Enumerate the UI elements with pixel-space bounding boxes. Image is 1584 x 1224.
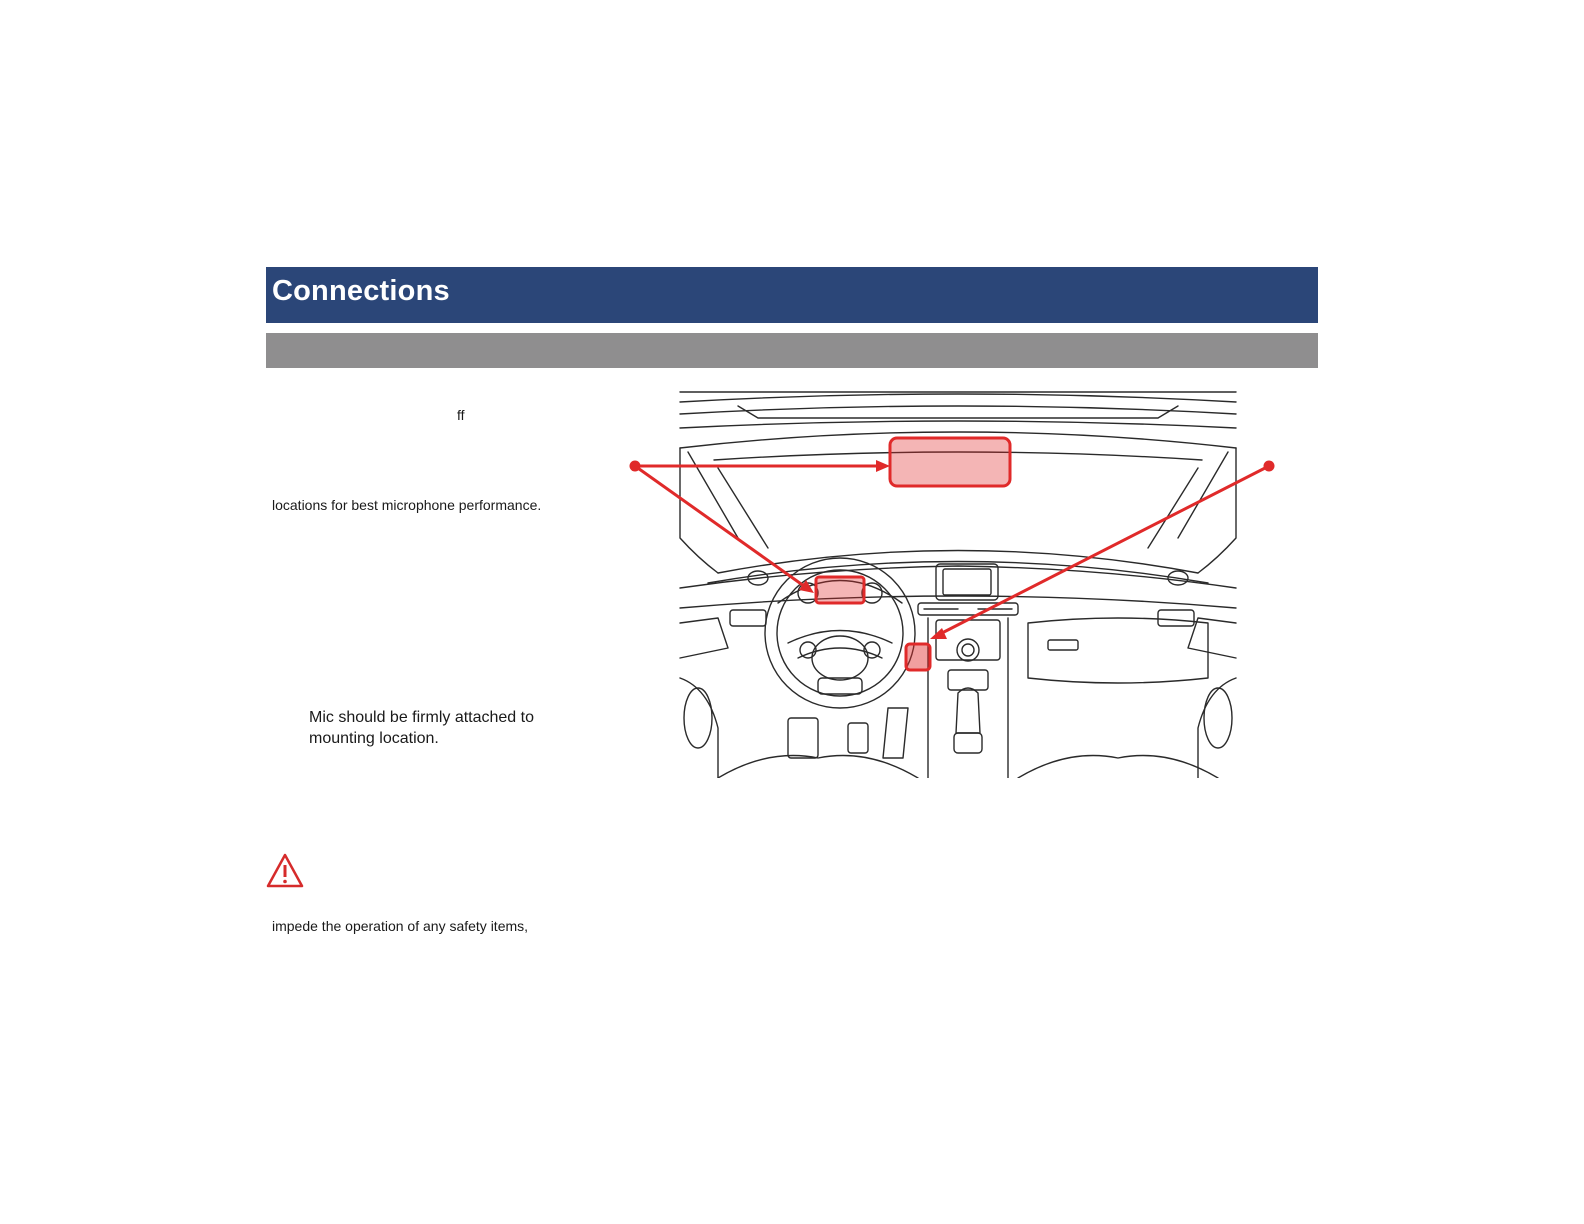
mic-locations-text: locations for best microphone performance. <box>272 497 542 513</box>
text-fragment-ff: ff <box>457 407 465 423</box>
safety-note-text: impede the operation of any safety items, <box>272 918 529 934</box>
car-interior-illustration <box>618 388 1278 778</box>
mic-location-console <box>906 644 930 670</box>
mic-location-highlights <box>816 438 1010 670</box>
section-title-bar <box>266 267 1318 323</box>
mic-location-cluster <box>816 577 864 603</box>
subheader-bar <box>266 333 1318 368</box>
page-title: Connections <box>272 275 450 307</box>
mic-attach-note <box>309 707 569 749</box>
mic-attach-line-1: Mic should be firmly attached to <box>309 709 534 726</box>
mic-attach-line-2: mounting location. <box>309 730 439 747</box>
warning-triangle-icon <box>266 853 304 889</box>
mic-location-headliner <box>890 438 1010 486</box>
